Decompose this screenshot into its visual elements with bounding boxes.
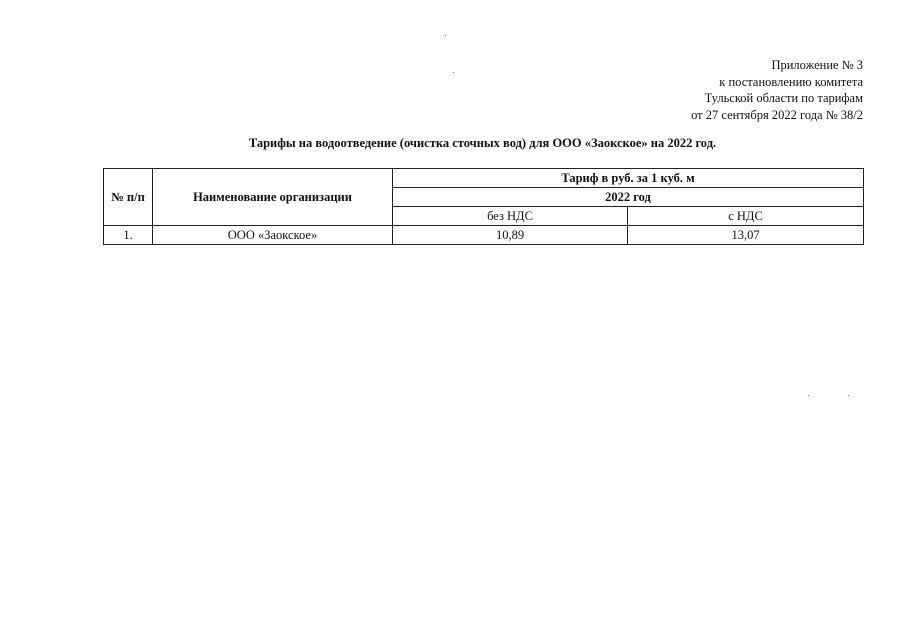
header-year: 2022 год (393, 188, 864, 207)
cell-organization: ООО «Заокское» (153, 226, 393, 245)
cell-number: 1. (104, 226, 153, 245)
cell-with-vat: 13,07 (628, 226, 864, 245)
appendix-header (543, 57, 863, 123)
tariff-table (103, 168, 864, 245)
table-row (104, 226, 864, 245)
scan-speck (808, 395, 809, 396)
header-tariff-group: Тариф в руб. за 1 куб. м (393, 169, 864, 188)
scan-speck (453, 72, 454, 73)
header-without-vat: без НДС (393, 207, 628, 226)
scan-speck (848, 395, 849, 396)
header-row (104, 169, 864, 188)
appendix-committee: Тульской области по тарифам (704, 91, 863, 105)
cell-without-vat: 10,89 (393, 226, 628, 245)
header-with-vat: с НДС (628, 207, 864, 226)
header-number: № п/п (104, 169, 153, 226)
header-organization: Наименование организации (153, 169, 393, 226)
scan-speck (445, 35, 446, 36)
document-title: Тарифы на водоотведение (очистка сточных вод) для ООО «Заокское» на 2022 год. (248, 136, 717, 150)
appendix-date: от 27 сентября 2022 года № 38/2 (691, 107, 863, 122)
appendix-number: Приложение № 3 (771, 58, 863, 72)
appendix-resolution-ref: к постановлению комитета (719, 74, 863, 89)
